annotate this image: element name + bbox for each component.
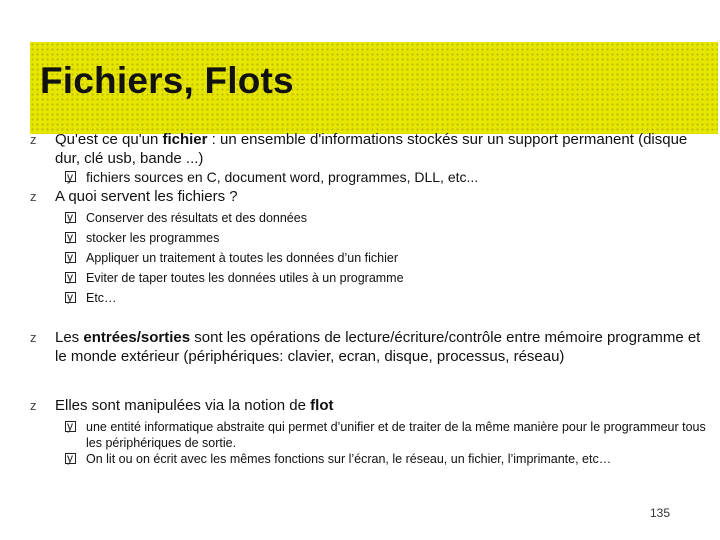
slide-title: Fichiers, Flots <box>40 60 294 101</box>
checkbox-bullet-icon <box>65 272 76 283</box>
subitem: y On lit ou on écrit avec les mêmes fonctions sur l’écran, le réseau, un fichier, l’imprimante, etc… <box>28 451 708 467</box>
checkbox-bullet-icon <box>65 292 76 303</box>
checkbox-bullet-icon <box>65 232 76 243</box>
subitem: y fichiers sources en C, document word, programmes, DLL, etc... <box>28 168 708 187</box>
subitem: y Appliquer un traitement à toutes les données d’un fichier <box>28 250 708 266</box>
keyword-entrees-sorties: entrées/sorties <box>83 329 191 346</box>
checkbox-bullet-icon <box>65 421 76 432</box>
bullet-icon: z <box>30 330 37 345</box>
subitem: y Etc… <box>28 290 708 306</box>
bullet-icon: z <box>30 398 37 413</box>
keyword-flot: flot <box>310 397 334 414</box>
page-number: 135 <box>650 506 671 520</box>
subitem: y Conserver des résultats et des données <box>28 210 708 226</box>
subitem: y une entité informatique abstraite qui permet d’unifier et de traiter de la même manière pour le programmeur tous les périphériques de sortie. <box>28 419 708 451</box>
bullet-why-files: z A quoi servent les fichiers ? <box>30 188 238 205</box>
slide-content <box>28 130 708 467</box>
checkbox-bullet-icon <box>65 252 76 263</box>
bullet-io: z Les entrées/sorties sont les opérations de lecture/écriture/contrôle entre mémoire programme et le monde extérieur (périphériques: clavier, ecran, disque, processus, réseau) <box>30 329 701 365</box>
bullet-icon: z <box>30 189 37 204</box>
checkbox-bullet-icon <box>65 171 76 182</box>
bullet-what-is-file: z Qu'est ce qu'un fichier : un ensemble d'informations stockés sur un support permanent (disque dur, clé usb, bande ...) <box>30 131 688 167</box>
checkbox-bullet-icon <box>65 212 76 223</box>
bullet-icon: z <box>30 132 37 147</box>
subitem: y stocker les programmes <box>28 230 708 246</box>
keyword-fichier: fichier <box>162 131 208 148</box>
checkbox-bullet-icon <box>65 453 76 464</box>
subitem: y Eviter de taper toutes les données utiles à un programme <box>28 270 708 286</box>
bullet-flot: z Elles sont manipulées via la notion de flot <box>30 397 334 414</box>
